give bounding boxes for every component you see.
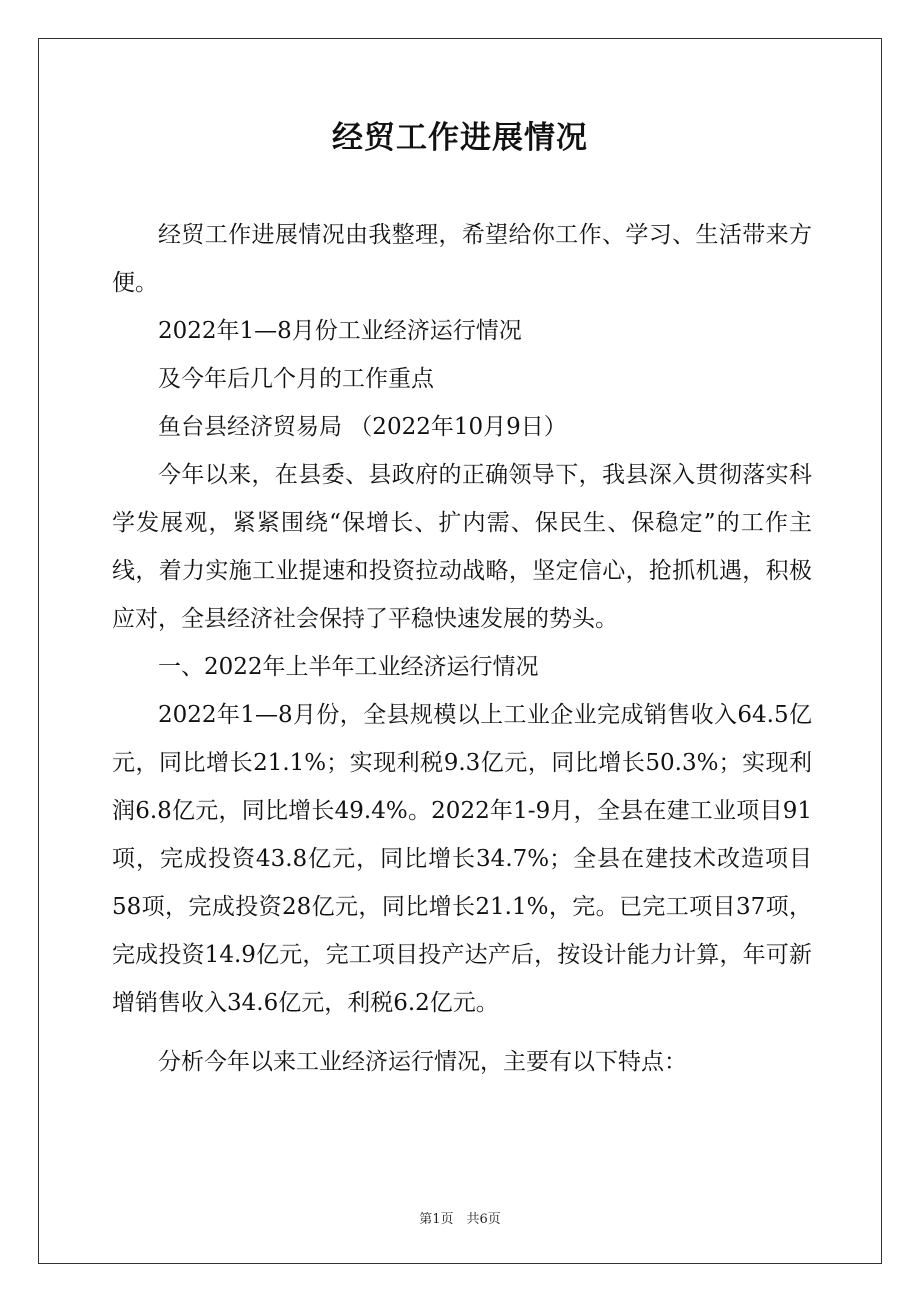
page-number: 第1页 共6页 — [419, 1212, 501, 1227]
intro-paragraph: 经贸工作进展情况由我整理，希望给你工作、学习、生活带来方便。 — [112, 222, 812, 296]
statistics-paragraph: 2022年1—8月份，全县规模以上工业企业完成销售收入64.5亿元，同比增长21.1%；实现利税9.3亿元，同比增长50.3%；实现利润6.8亿元，同比增长49.4%。2022年1-9月，全县在建工业项目91项，完成投资43.8亿元，同比增长34.7%；全县在建技术改造项目58项，完成投资28亿元，同比增长21.1%，完。已完工项目37项，完成投资14.9亿元，完工项目投产达产后，按设计能力计算，年可新增销售收入34.6亿元，利税6.2亿元。 — [112, 702, 812, 1016]
section-heading-1: 一、2022年上半年工业经济运行情况 — [158, 654, 539, 680]
document-title: 经贸工作进展情况 — [332, 120, 588, 156]
report-title-line-1: 2022年1—8月份工业经济运行情况 — [158, 318, 522, 344]
document-body — [112, 211, 812, 1086]
analysis-intro-paragraph: 分析今年以来工业经济运行情况，主要有以下特点： — [158, 1049, 687, 1075]
report-author-date: 鱼台县经济贸易局 （2022年10月9日） — [158, 414, 567, 440]
report-title-line-2: 及今年后几个月的工作重点 — [158, 366, 434, 392]
overview-paragraph: 今年以来，在县委、县政府的正确领导下，我县深入贯彻落实科学发展观，紧紧围绕“保增长、扩内需、保民生、保稳定”的工作主线，着力实施工业提速和投资拉动战略，坚定信心，抢抓机遇，积极应对，全县经济社会保持了平稳快速发展的势头。 — [112, 462, 812, 632]
